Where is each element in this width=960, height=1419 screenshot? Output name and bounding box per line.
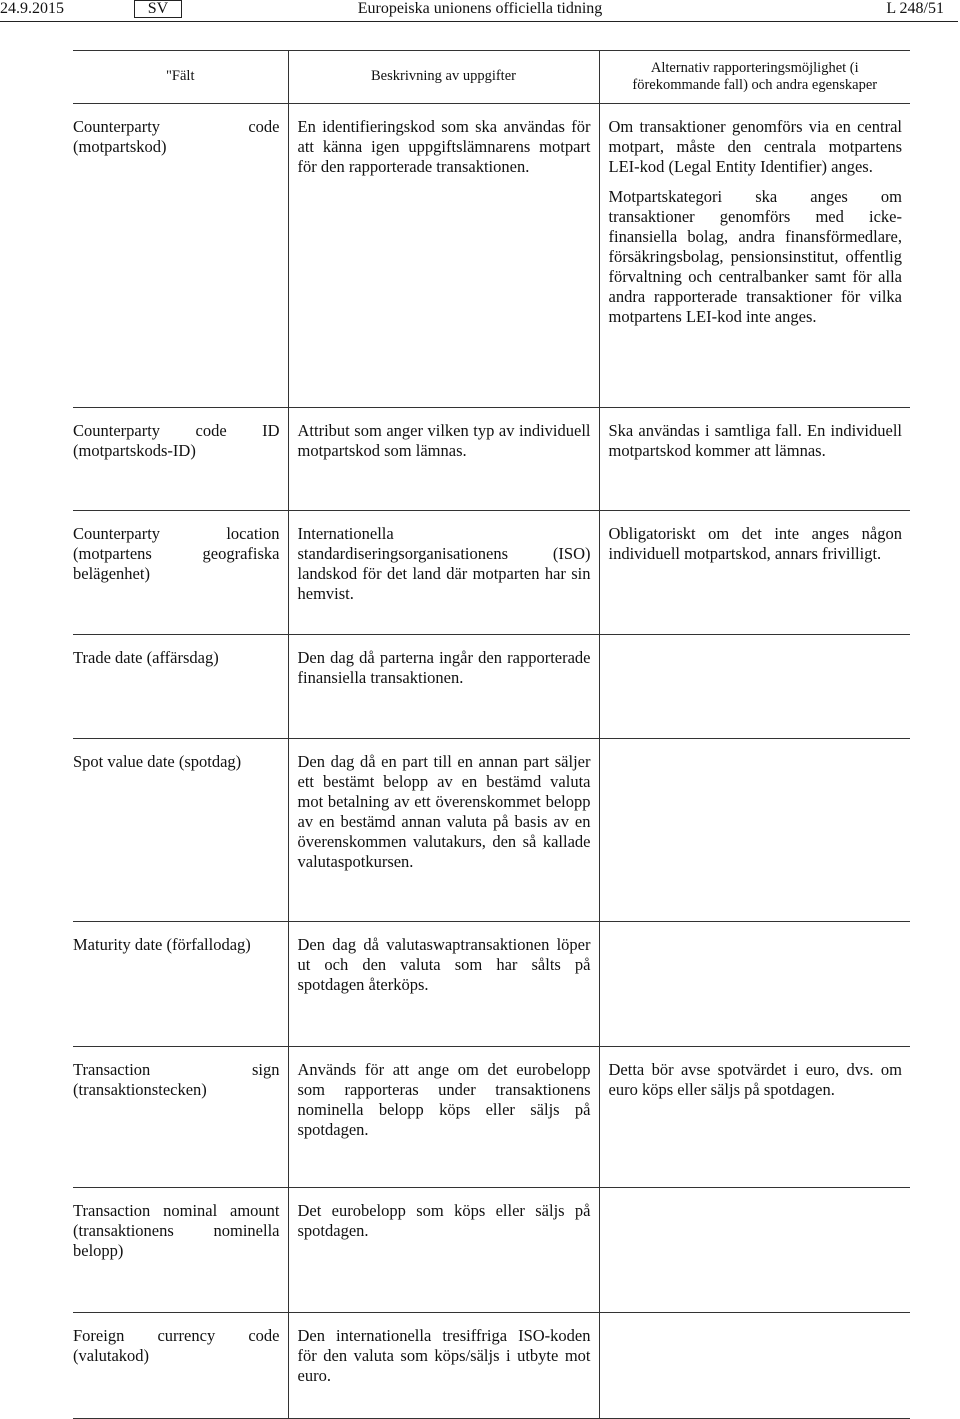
alternative-cell	[599, 408, 910, 511]
table-row	[73, 1313, 910, 1419]
column-header-description: Beskrivning av uppgifter	[288, 51, 599, 104]
table-row	[73, 408, 910, 511]
alternative-cell	[599, 922, 910, 1047]
alternative-paragraph: Om transaktioner genomförs via en central motpart, måste den centrala motpartens LEI-kod (Legal Entity Identifier) anges.	[608, 117, 902, 176]
description-cell: Används för att ange om det eurobelopp som rapporteras under transaktionens nominella belopp köps eller säljs på spotdagen.	[288, 1047, 599, 1188]
table-row	[73, 922, 910, 1047]
column-header-alternative: Alternativ rapporteringsmöjlighet (i förekommande fall) och andra egenskaper	[599, 51, 910, 104]
description-cell: Den dag då valutaswaptransaktionen löper ut och den valuta som har sålts på spotdagen återköps.	[288, 922, 599, 1047]
field-name-cell: Transaction sign (transaktionstecken)	[73, 1047, 288, 1188]
description-cell: Det eurobelopp som köps eller säljs på spotdagen.	[288, 1188, 599, 1313]
header-divider	[0, 21, 958, 22]
table-row	[73, 1188, 910, 1313]
column-header-field: "Fält	[73, 51, 288, 104]
description-cell: Attribut som anger vilken typ av individuell motpartskod som lämnas.	[288, 408, 599, 511]
description-cell: Den dag då en part till en annan part säljer ett bestämt belopp av en bestämd valuta mot betalning av ett överenskommet belopp av en bestämd annan valuta på basis av en överenskommen valutakurs, den så kallade valutaspotkursen.	[288, 739, 599, 922]
journal-title: Europeiska unionens officiella tidning	[357, 0, 603, 17]
table-row	[73, 511, 910, 635]
alternative-cell	[599, 104, 910, 408]
description-cell: Den internationella tresiffriga ISO-koden för den valuta som köps/säljs i utbyte mot euro.	[288, 1313, 599, 1419]
table-row	[73, 739, 910, 922]
table-header-row	[73, 51, 910, 104]
field-description-table	[73, 50, 910, 1419]
page-number: L 248/51	[886, 0, 944, 17]
description-cell: En identifieringskod som ska användas för att känna igen uppgiftslämnarens motpart för den rapporterade transaktionen.	[288, 104, 599, 408]
field-name-cell: Spot value date (spotdag)	[73, 739, 288, 922]
field-name-cell: Foreign currency code (valutakod)	[73, 1313, 288, 1419]
alternative-cell	[599, 1188, 910, 1313]
alternative-cell	[599, 1313, 910, 1419]
field-name-cell: Counterparty code ID (motpartskods-ID)	[73, 408, 288, 511]
alternative-paragraph: Ska användas i samtliga fall. En individuell motpartskod kommer att lämnas.	[608, 421, 902, 460]
field-name-cell: Counterparty location (motpartens geografiska belägenhet)	[73, 511, 288, 635]
alternative-paragraph: Detta bör avse spotvärdet i euro, dvs. om euro köps eller säljs på spotdagen.	[608, 1060, 902, 1099]
description-cell: Internationella standardiseringsorganisationens (ISO) landskod för det land där motparten har sin hemvist.	[288, 511, 599, 635]
alternative-cell	[599, 635, 910, 739]
alternative-paragraph: Motpartskategori ska anges om transaktioner genomförs med icke-finansiella bolag, andra finansförmedlare, försäkringsbolag, pensionsinstitut, offentlig förvaltning och centralbanker samt för alla andra rapporterade transaktioner för vilka motpartens LEI-kod inte anges.	[608, 187, 902, 326]
table-row	[73, 104, 910, 408]
alternative-cell	[599, 1047, 910, 1188]
table-row	[73, 1047, 910, 1188]
alternative-paragraph: Obligatoriskt om det inte anges någon individuell motpartskod, annars frivilligt.	[608, 524, 902, 563]
field-name-cell: Transaction nominal amount (transaktionens nominella belopp)	[73, 1188, 288, 1313]
language-badge: SV	[134, 0, 182, 18]
page-header	[0, 0, 960, 18]
alternative-cell	[599, 739, 910, 922]
publication-date: 24.9.2015	[0, 0, 64, 17]
description-cell: Den dag då parterna ingår den rapporterade finansiella transaktionen.	[288, 635, 599, 739]
alternative-cell	[599, 511, 910, 635]
field-name-cell: Trade date (affärsdag)	[73, 635, 288, 739]
field-name-cell: Counterparty code (motpartskod)	[73, 104, 288, 408]
field-name-cell: Maturity date (förfallodag)	[73, 922, 288, 1047]
table-row	[73, 635, 910, 739]
